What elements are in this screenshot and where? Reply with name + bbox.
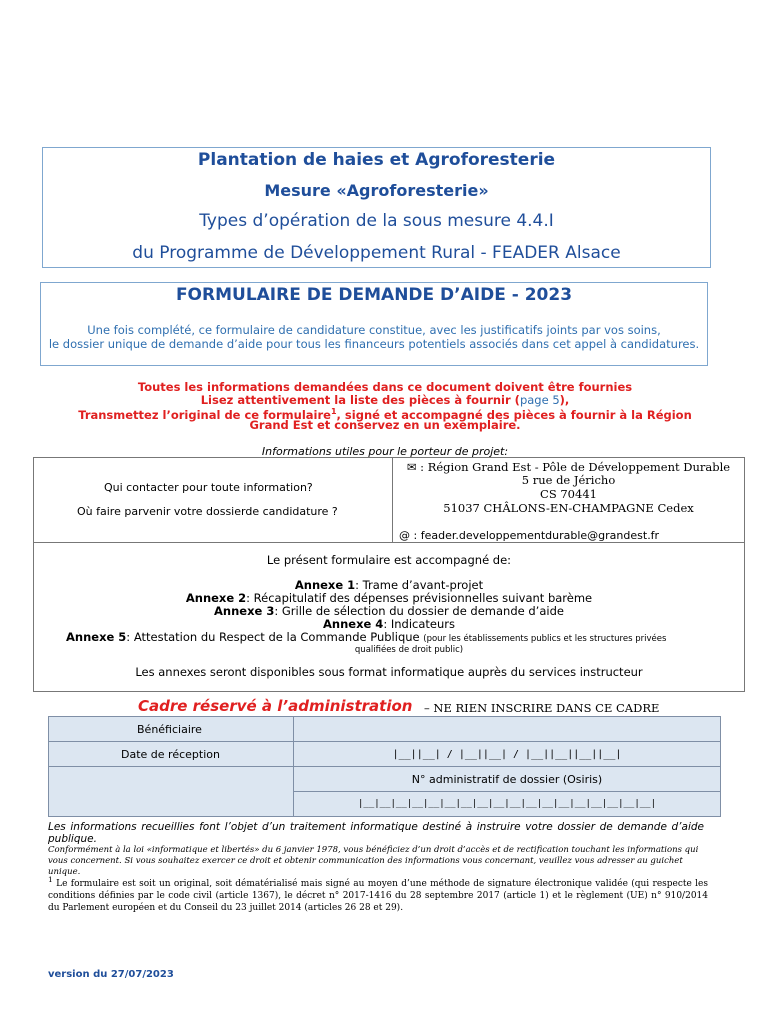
version-label: version du 27/07/2023 bbox=[48, 969, 174, 980]
admin-title-rest: – NE RIEN INSCRIRE DANS CE CADRE bbox=[424, 701, 660, 715]
empty-cell bbox=[49, 767, 294, 817]
annexe-5-note2-line bbox=[239, 642, 579, 657]
reception-date-field[interactable]: |__||__| / |__||__| / |__||__||__||__| bbox=[294, 742, 721, 767]
address-line3: CS 70441 bbox=[540, 487, 597, 501]
annexe-5-note2: qualifiées de droit public) bbox=[354, 645, 464, 655]
annexe-5-note1: (pour les établissements publics et les structures privées bbox=[423, 634, 667, 644]
warning-line1: Toutes les informations demandées dans ce document doivent être fournies bbox=[137, 380, 633, 394]
admin-table bbox=[48, 716, 721, 817]
contact-email[interactable]: @ : feader.developpementdurable@grandest.fr bbox=[399, 529, 660, 542]
divider-horizontal bbox=[34, 542, 744, 543]
footnote-ref: 1 bbox=[330, 407, 337, 416]
footnote-number: 1 bbox=[48, 875, 53, 884]
table-row bbox=[49, 717, 721, 742]
warning-line2-a: Lisez attentivement la liste des pièces à fournir ( bbox=[200, 393, 520, 407]
annexes-intro: Le présent formulaire est accompagné de: bbox=[266, 553, 512, 567]
dossier-number-label: N° administratif de dossier (Osiris) bbox=[294, 767, 721, 792]
table-row bbox=[49, 742, 721, 767]
page-link[interactable]: page 5 bbox=[519, 393, 560, 407]
info-label: Informations utiles pour le porteur de projet: bbox=[261, 445, 509, 458]
annexe-5-label: Annexe 5 bbox=[66, 630, 127, 644]
form-intro-line2: le dossier unique de demande d’aide pour tous les financeurs potentiels associés dans cet appel à candidatures. bbox=[48, 337, 700, 351]
warning-line4: Grand Est et conservez en un exemplaire. bbox=[249, 418, 521, 432]
form-intro bbox=[41, 323, 707, 351]
header-types: Types d’opération de la sous mesure 4.4.I bbox=[199, 211, 554, 231]
annexe-5-text: : Attestation du Respect de la Commande Publique bbox=[126, 630, 420, 644]
question-send: Où faire parvenir votre dossierde candidature ? bbox=[77, 505, 338, 518]
address-line2: 5 rue de Jéricho bbox=[521, 473, 616, 487]
reception-date-label: Date de réception bbox=[49, 742, 294, 767]
dossier-number-field[interactable]: |__|__|__|__|__|__|__|__|__|__|__|__|__|__|__|__|__|__| bbox=[294, 792, 721, 817]
contact-box bbox=[33, 457, 745, 692]
annexe-1-label: Annexe 1 bbox=[294, 578, 356, 592]
table-row bbox=[49, 767, 721, 792]
annexe-2-label: Annexe 2 bbox=[185, 591, 247, 605]
warning-line3-b: , signé et accompagné des pièces à fournir à la Région bbox=[336, 407, 692, 422]
question-contact: Qui contacter pour toute information? bbox=[104, 481, 313, 494]
warning-line2-c: ), bbox=[559, 393, 570, 407]
header-programme: du Programme de Développement Rural - FEADER Alsace bbox=[132, 243, 621, 263]
address-line4: 51037 CHÂLONS-EN-CHAMPAGNE Cedex bbox=[443, 501, 694, 515]
annexe-4-label: Annexe 4 bbox=[323, 617, 384, 631]
header-title: Plantation de haies et Agroforesterie bbox=[197, 150, 556, 170]
annexe-2-text: : Récapitulatif des dépenses prévisionnelles suivant barème bbox=[246, 591, 593, 605]
signature-footnote bbox=[48, 874, 708, 914]
annexes-outro: Les annexes seront disponibles sous format informatique auprès du services instructeur bbox=[135, 665, 643, 679]
annexe-3-text: : Grille de sélection du dossier de demande d’aide bbox=[274, 604, 564, 618]
privacy-note: Les informations recueillies font l’objet d’un traitement informatique destiné à instruire votre dossier de demande d’aide publique. bbox=[48, 821, 704, 845]
address-line1: ✉ : Région Grand Est - Pôle de Développement Durable bbox=[406, 460, 731, 474]
annexe-4-text: : Indicateurs bbox=[383, 617, 455, 631]
beneficiary-label: Bénéficiaire bbox=[49, 717, 294, 742]
header-box bbox=[42, 147, 711, 268]
warning-line3-a: Transmettez l’original de ce formulaire bbox=[78, 407, 331, 422]
annexe-3-label: Annexe 3 bbox=[214, 604, 275, 618]
beneficiary-field[interactable] bbox=[294, 717, 721, 742]
form-title: FORMULAIRE DE DEMANDE D’AIDE - 2023 bbox=[175, 285, 573, 305]
header-measure: Mesure «Agroforesterie» bbox=[264, 181, 489, 200]
cnil-note: Conformément à la loi «informatique et libertés» du 6 janvier 1978, vous bénéficiez d’un droit d’accès et de rectification touchant les informations qui vous concernent. Si vous souhaitez exercer ce droit et obtenir communication des informations vous concernant, veuillez vous adresser au guichet unique. bbox=[48, 845, 699, 877]
annexe-1-text: : Trame d’avant-projet bbox=[355, 578, 484, 592]
admin-title: Cadre réservé à l’administration bbox=[138, 697, 413, 715]
footnote-text: Le formulaire est soit un original, soit dématérialisé mais signé au moyen d’une méthode de signature électronique validée (qui respecte les conditions définies par le code civil (article 1367), le décret n° 2017-1416 du 28 septembre 2017 (article 1) et le règlement (UE) n° 910/2014 du Parlement européen et du Conseil du 23 juillet 2014 (articles 26 28 et 29). bbox=[48, 879, 708, 913]
form-intro-line1: Une fois complété, ce formulaire de candidature constitue, avec les justificatifs joints par vos soins, bbox=[87, 323, 661, 337]
form-title-box bbox=[40, 282, 708, 366]
